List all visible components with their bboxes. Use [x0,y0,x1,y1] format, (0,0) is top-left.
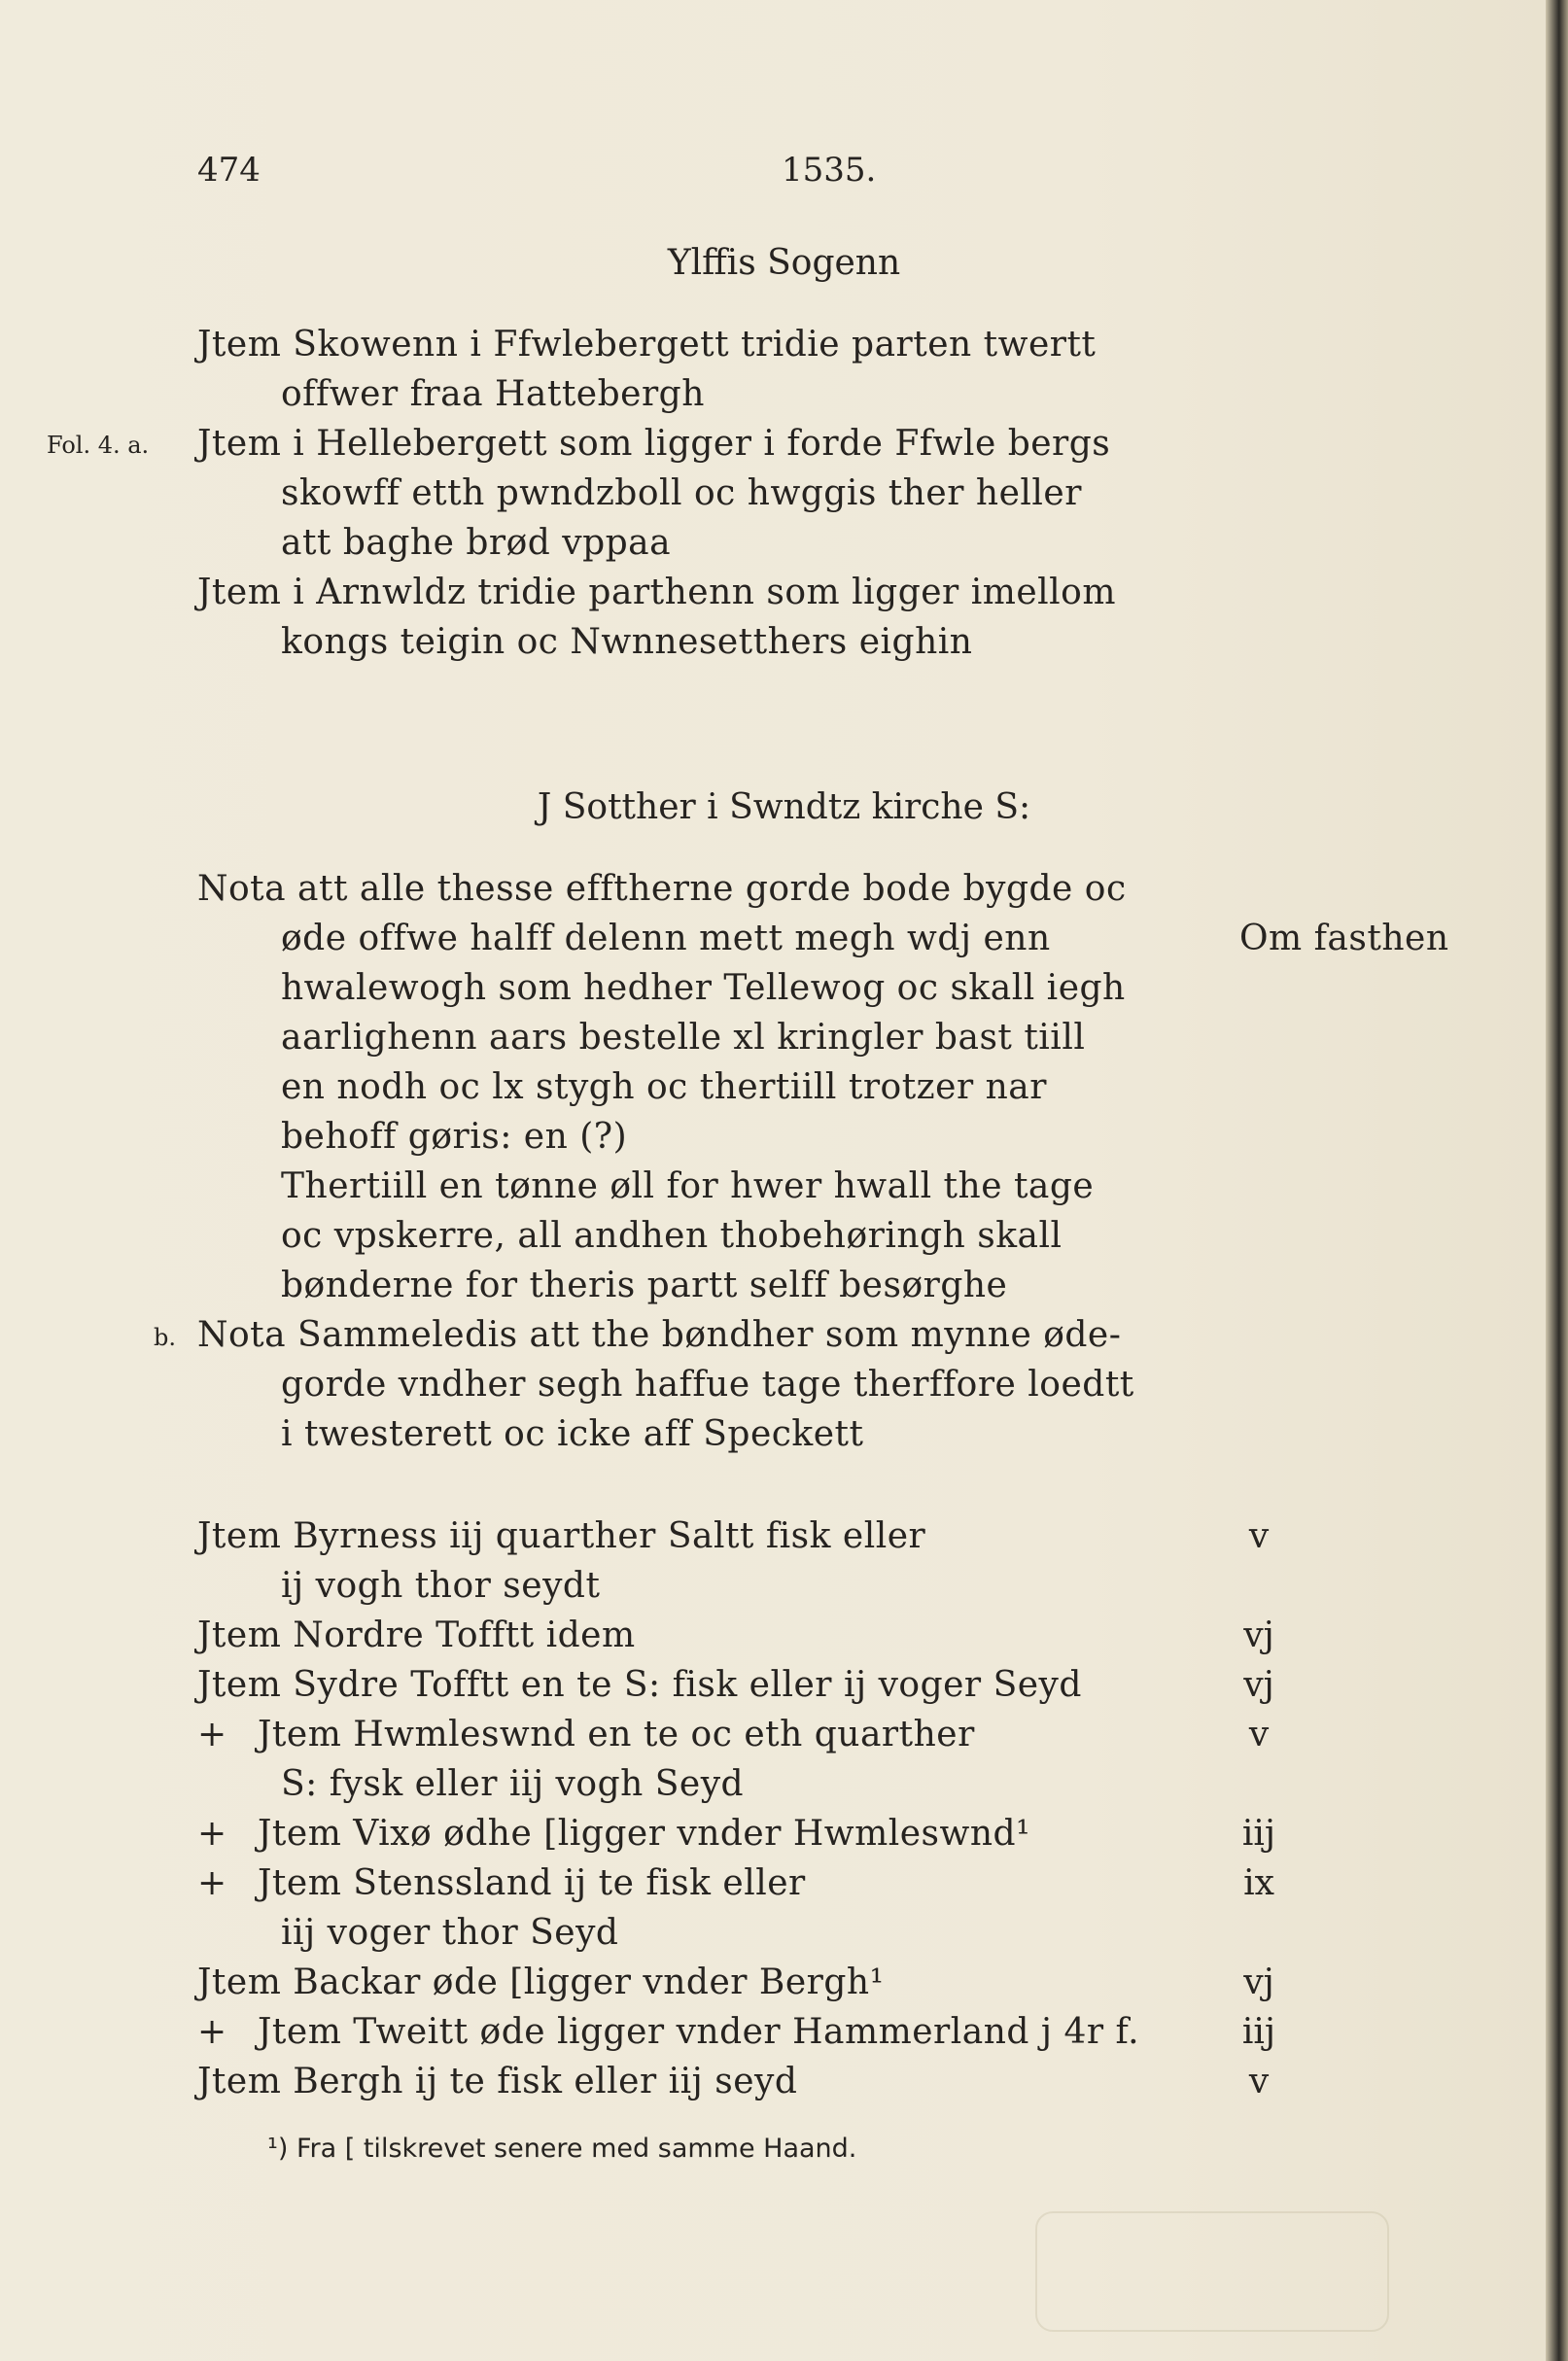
text-line: øde offwe halff delenn mett megh wdj enn [281,919,1051,958]
paper-stain [1035,2211,1389,2332]
text-line: kongs teigin oc Nwnnesetthers eighin [281,622,973,662]
text-line: oc vpskerre, all andhen thobehøringh skall [281,1216,1063,1256]
b-mark: b. [154,1324,176,1351]
text-line: Jtem i Hellebergett som ligger i forde Ffwle bergs [197,424,1111,464]
text-line: att baghe brød vppaa [281,523,672,563]
book-spine [1546,0,1568,2361]
entry-text: Jtem Sydre Tofftt en te S: fisk eller ij voger Seyd [197,1665,1082,1705]
entry-value: vj [1243,1962,1274,2002]
cross-mark: + [197,1715,227,1754]
text-line: skowff etth pwndzboll oc hwggis ther heller [281,473,1082,513]
text-line: offwer fraa Hattebergh [281,374,705,414]
entry-text: Jtem Vixø ødhe [ligger vnder Hwmleswnd¹ [258,1814,1030,1854]
entry-value: ix [1243,1863,1274,1903]
entry-value: vj [1243,1615,1274,1655]
text-line: Jtem i Arnwldz tridie parthenn som ligger imellom [197,573,1116,612]
entry-text: ij vogh thor seydt [281,1566,601,1606]
cross-mark: + [197,1863,227,1903]
page-number: 474 [197,151,261,190]
text-line: aarlighenn aars bestelle xl kringler bast tiill [281,1018,1086,1058]
entry-text: Jtem Bergh ij te fisk eller iij seyd [197,2062,798,2101]
entry-value: v [1248,1715,1270,1754]
text-line: behoff gøris: en (?) [281,1117,628,1157]
entry-text: Jtem Nordre Tofftt idem [197,1615,636,1655]
entry-text: Jtem Hwmleswnd en te oc eth quarther [258,1715,975,1754]
text-line: bønderne for theris partt selff besørghe [281,1266,1008,1305]
footnote: ¹) Fra [ tilskrevet senere med samme Haand. [267,2134,857,2164]
entry-text: S: fysk eller iij vogh Seyd [281,1764,745,1804]
section2-title: J Sotther i Swndtz kirche S: [537,787,1031,827]
text-line: Jtem Skowenn i Ffwlebergett tridie parten twertt [197,325,1097,365]
text-line: hwalewogh som hedher Tellewog oc skall iegh [281,968,1126,1008]
page-year: 1535. [782,151,877,190]
entry-value: iij [1241,1814,1276,1854]
cross-mark: + [197,2012,227,2052]
text-line: Nota Sammeledis att the bøndher som mynne øde- [197,1315,1122,1355]
text-line: Nota att alle thesse efftherne gorde bode bygde oc [197,869,1127,909]
entry-value: vj [1243,1665,1274,1705]
text-line: en nodh oc lx stygh oc thertiill trotzer nar [281,1067,1047,1107]
folio-mark: Fol. 4. a. [47,432,150,459]
entry-text: Jtem Tweitt øde ligger vnder Hammerland j 4r f. [258,2012,1140,2052]
entry-text: iij voger thor Seyd [281,1913,619,1953]
text-line: Thertiill en tønne øll for hwer hwall the tage [281,1166,1095,1206]
entry-value: v [1248,2062,1270,2101]
text-line: gorde vndher segh haffue tage therffore loedtt [281,1365,1134,1405]
entry-text: Jtem Byrness iij quarther Saltt fisk eller [197,1516,926,1556]
entry-text: Jtem Backar øde [ligger vnder Bergh¹ [197,1962,885,2002]
entry-value: v [1248,1516,1270,1556]
text-line: i twesterett oc icke aff Speckett [281,1414,864,1454]
entry-value: iij [1241,2012,1276,2052]
margin-note: Om fasthen [1239,919,1449,958]
entry-text: Jtem Stenssland ij te fisk eller [258,1863,806,1903]
section1-title: Ylffis Sogenn [667,243,901,283]
cross-mark: + [197,1814,227,1854]
